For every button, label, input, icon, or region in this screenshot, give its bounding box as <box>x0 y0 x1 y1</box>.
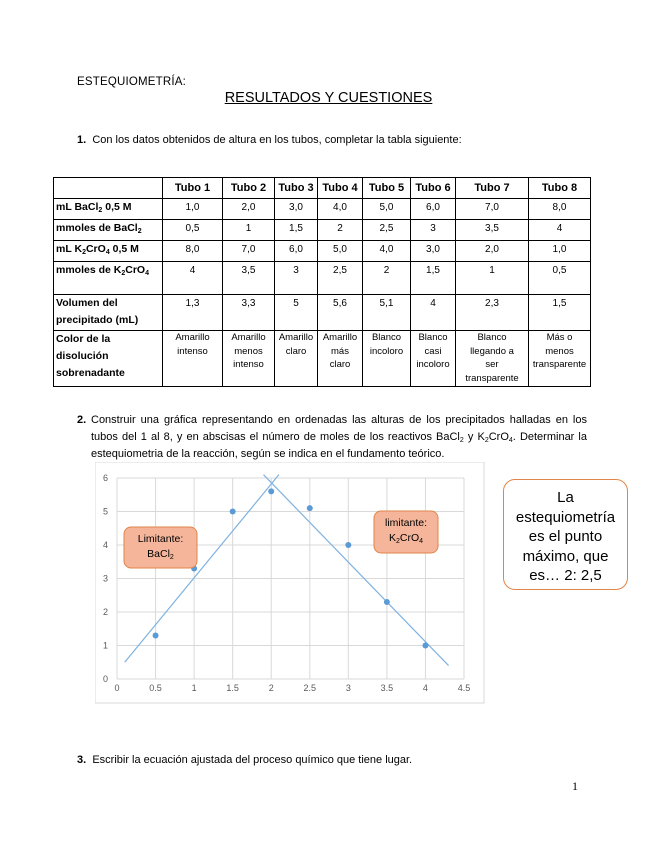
data-point <box>153 632 159 638</box>
y-tick-label: 0 <box>102 674 108 684</box>
table-cell: 2,0 <box>456 241 529 262</box>
table-cell: 2,5 <box>318 262 363 295</box>
section-kicker: ESTEQUIOMETRÍA: <box>77 76 187 88</box>
conclusion-note <box>503 479 628 590</box>
table-cell: Blanco casi incoloro <box>411 331 456 387</box>
table-row <box>54 199 591 220</box>
table-cell: 6,0 <box>275 241 318 262</box>
table-cell: 1 <box>456 262 529 295</box>
results-table <box>53 177 591 387</box>
column-header: Tubo 1 <box>163 178 223 199</box>
table-cell: 1,5 <box>411 262 456 295</box>
table-cell: Blanco llegando a ser transparente <box>456 331 529 387</box>
table-cell: Blanco incoloro <box>363 331 411 387</box>
x-tick-label: 1.5 <box>226 683 239 693</box>
x-tick-label: 1 <box>191 683 197 693</box>
note-line: estequiometría <box>515 508 616 526</box>
question-3-number: 3. <box>77 754 87 766</box>
table-cell: 5 <box>275 295 318 331</box>
table-cell: 4 <box>163 262 223 295</box>
column-header: Tubo 6 <box>411 178 456 199</box>
table-row <box>54 241 591 262</box>
row-header: mL BaCl$_2$ 0,5 M <box>54 199 163 220</box>
table-cell: 3,0 <box>411 241 456 262</box>
table-cell: Amarillo intenso <box>163 331 223 387</box>
data-point <box>307 505 313 511</box>
table-cell: 8,0 <box>529 199 591 220</box>
data-point <box>422 643 428 649</box>
x-tick-label: 0.5 <box>149 683 162 693</box>
table-cell: 5,0 <box>318 241 363 262</box>
table-row <box>54 262 591 295</box>
table-cell: 1,5 <box>275 220 318 241</box>
table-cell: 0,5 <box>529 262 591 295</box>
table-cell: 2 <box>318 220 363 241</box>
question-1-number: 1. <box>77 134 87 146</box>
y-tick-label: 2 <box>102 607 108 617</box>
callout-formula: K2CrO4 <box>388 532 424 545</box>
data-point <box>384 599 390 605</box>
column-header: Tubo 2 <box>223 178 275 199</box>
x-tick-label: 4.5 <box>457 683 471 693</box>
page-title <box>0 90 655 106</box>
table-cell: 2,3 <box>456 295 529 331</box>
precipitate-chart <box>95 462 485 704</box>
table-row <box>54 295 591 331</box>
table-cell: 2,0 <box>223 199 275 220</box>
table-row <box>54 220 591 241</box>
table-cell: 2 <box>363 262 411 295</box>
table-cell: 3,3 <box>223 295 275 331</box>
note-line: es… 2: 2,5 <box>529 567 602 584</box>
table-cell: 3 <box>411 220 456 241</box>
x-tick-label: 2.5 <box>303 683 317 693</box>
table-row <box>54 331 591 387</box>
table-cell: 4,0 <box>363 241 411 262</box>
question-1-text: Con los datos obtenidos de altura en los tubos, completar la tabla siguiente: <box>92 134 462 146</box>
row-header: mmoles de BaCl$_2$ <box>54 220 163 241</box>
table-cell: Amarillo menos intenso <box>223 331 275 387</box>
table-cell: 2,5 <box>363 220 411 241</box>
row-header: mL $K_2CrO_4$ 0,5 M <box>54 241 163 262</box>
table-cell: Amarillo claro <box>275 331 318 387</box>
table-cell: 5,6 <box>318 295 363 331</box>
page-number: 1 <box>572 779 578 793</box>
table-cell: 1 <box>223 220 275 241</box>
question-2 <box>77 412 587 463</box>
column-header: Tubo 7 <box>456 178 529 199</box>
data-point <box>268 488 274 494</box>
table-cell: 5,0 <box>363 199 411 220</box>
data-point <box>230 509 236 515</box>
column-header: Tubo 3 <box>275 178 318 199</box>
table-cell: 3,5 <box>456 220 529 241</box>
table-cell: 8,0 <box>163 241 223 262</box>
callout-label: limitante: <box>384 517 428 529</box>
y-tick-label: 1 <box>102 640 108 651</box>
table-cell: 5,1 <box>363 295 411 331</box>
row-header: mmoles de $K_2CrO_4$ <box>54 262 163 295</box>
question-3-text: Escribir la ecuación ajustada del proceso químico que tiene lugar. <box>92 754 413 766</box>
table-cell: 4 <box>411 295 456 331</box>
data-point <box>345 542 351 548</box>
table-cell: 1,0 <box>529 241 591 262</box>
table-cell: 4 <box>529 220 591 241</box>
table-cell: 3 <box>275 262 318 295</box>
x-tick-label: 3.5 <box>380 683 394 693</box>
table-cell: 6,0 <box>411 199 456 220</box>
y-tick-label: 6 <box>102 473 108 483</box>
table-cell: 1,5 <box>529 295 591 331</box>
table-cell: Amarillo más claro <box>318 331 363 387</box>
x-tick-label: 2 <box>268 683 274 693</box>
table-cell: Más o menos transparente <box>529 331 591 387</box>
question-2-number: 2. <box>77 414 87 426</box>
y-tick-label: 4 <box>102 540 108 550</box>
table-cell: 3,0 <box>275 199 318 220</box>
y-tick-label: 3 <box>102 573 108 584</box>
table-header-row <box>54 178 591 199</box>
column-header: Tubo 8 <box>529 178 591 199</box>
page-title-text: RESULTADOS Y CUESTIONES <box>224 90 433 106</box>
column-header: Tubo 4 <box>318 178 363 199</box>
table-cell: 4,0 <box>318 199 363 220</box>
table-corner <box>54 178 163 199</box>
table-cell: 7,0 <box>223 241 275 262</box>
callout-label: Limitante: <box>137 533 184 545</box>
table-cell: 7,0 <box>456 199 529 220</box>
table-cell: 3,5 <box>223 262 275 295</box>
column-header: Tubo 5 <box>363 178 411 199</box>
row-header: Color de la disolución sobrenadante <box>54 331 163 387</box>
question-3 <box>77 752 412 769</box>
note-line: máximo, que <box>522 547 609 565</box>
question-2-text: Construir una gráfica representando en ordenadas las alturas de los precipitados halladas en los tubos del 1 al 8, y en abscisas el número de moles de los reactivos BaCl$_2$ y $K_2CrO_4$. Determinar la estequiometria de la reacción, según se indica en el fundamento teórico. <box>91 414 587 460</box>
y-tick-label: 5 <box>102 506 108 517</box>
x-tick-label: 3 <box>345 683 351 693</box>
x-tick-label: 0 <box>114 683 120 693</box>
table-cell: 1,0 <box>163 199 223 220</box>
note-line: La <box>557 489 574 506</box>
table-cell: 0,5 <box>163 220 223 241</box>
question-1 <box>77 132 462 149</box>
table-cell: 1,3 <box>163 295 223 331</box>
row-header: Volumen del precipitado (mL) <box>54 295 163 331</box>
callout-formula: BaCl2 <box>147 548 174 561</box>
x-tick-label: 4 <box>422 683 428 693</box>
note-line: es el punto <box>528 528 603 545</box>
